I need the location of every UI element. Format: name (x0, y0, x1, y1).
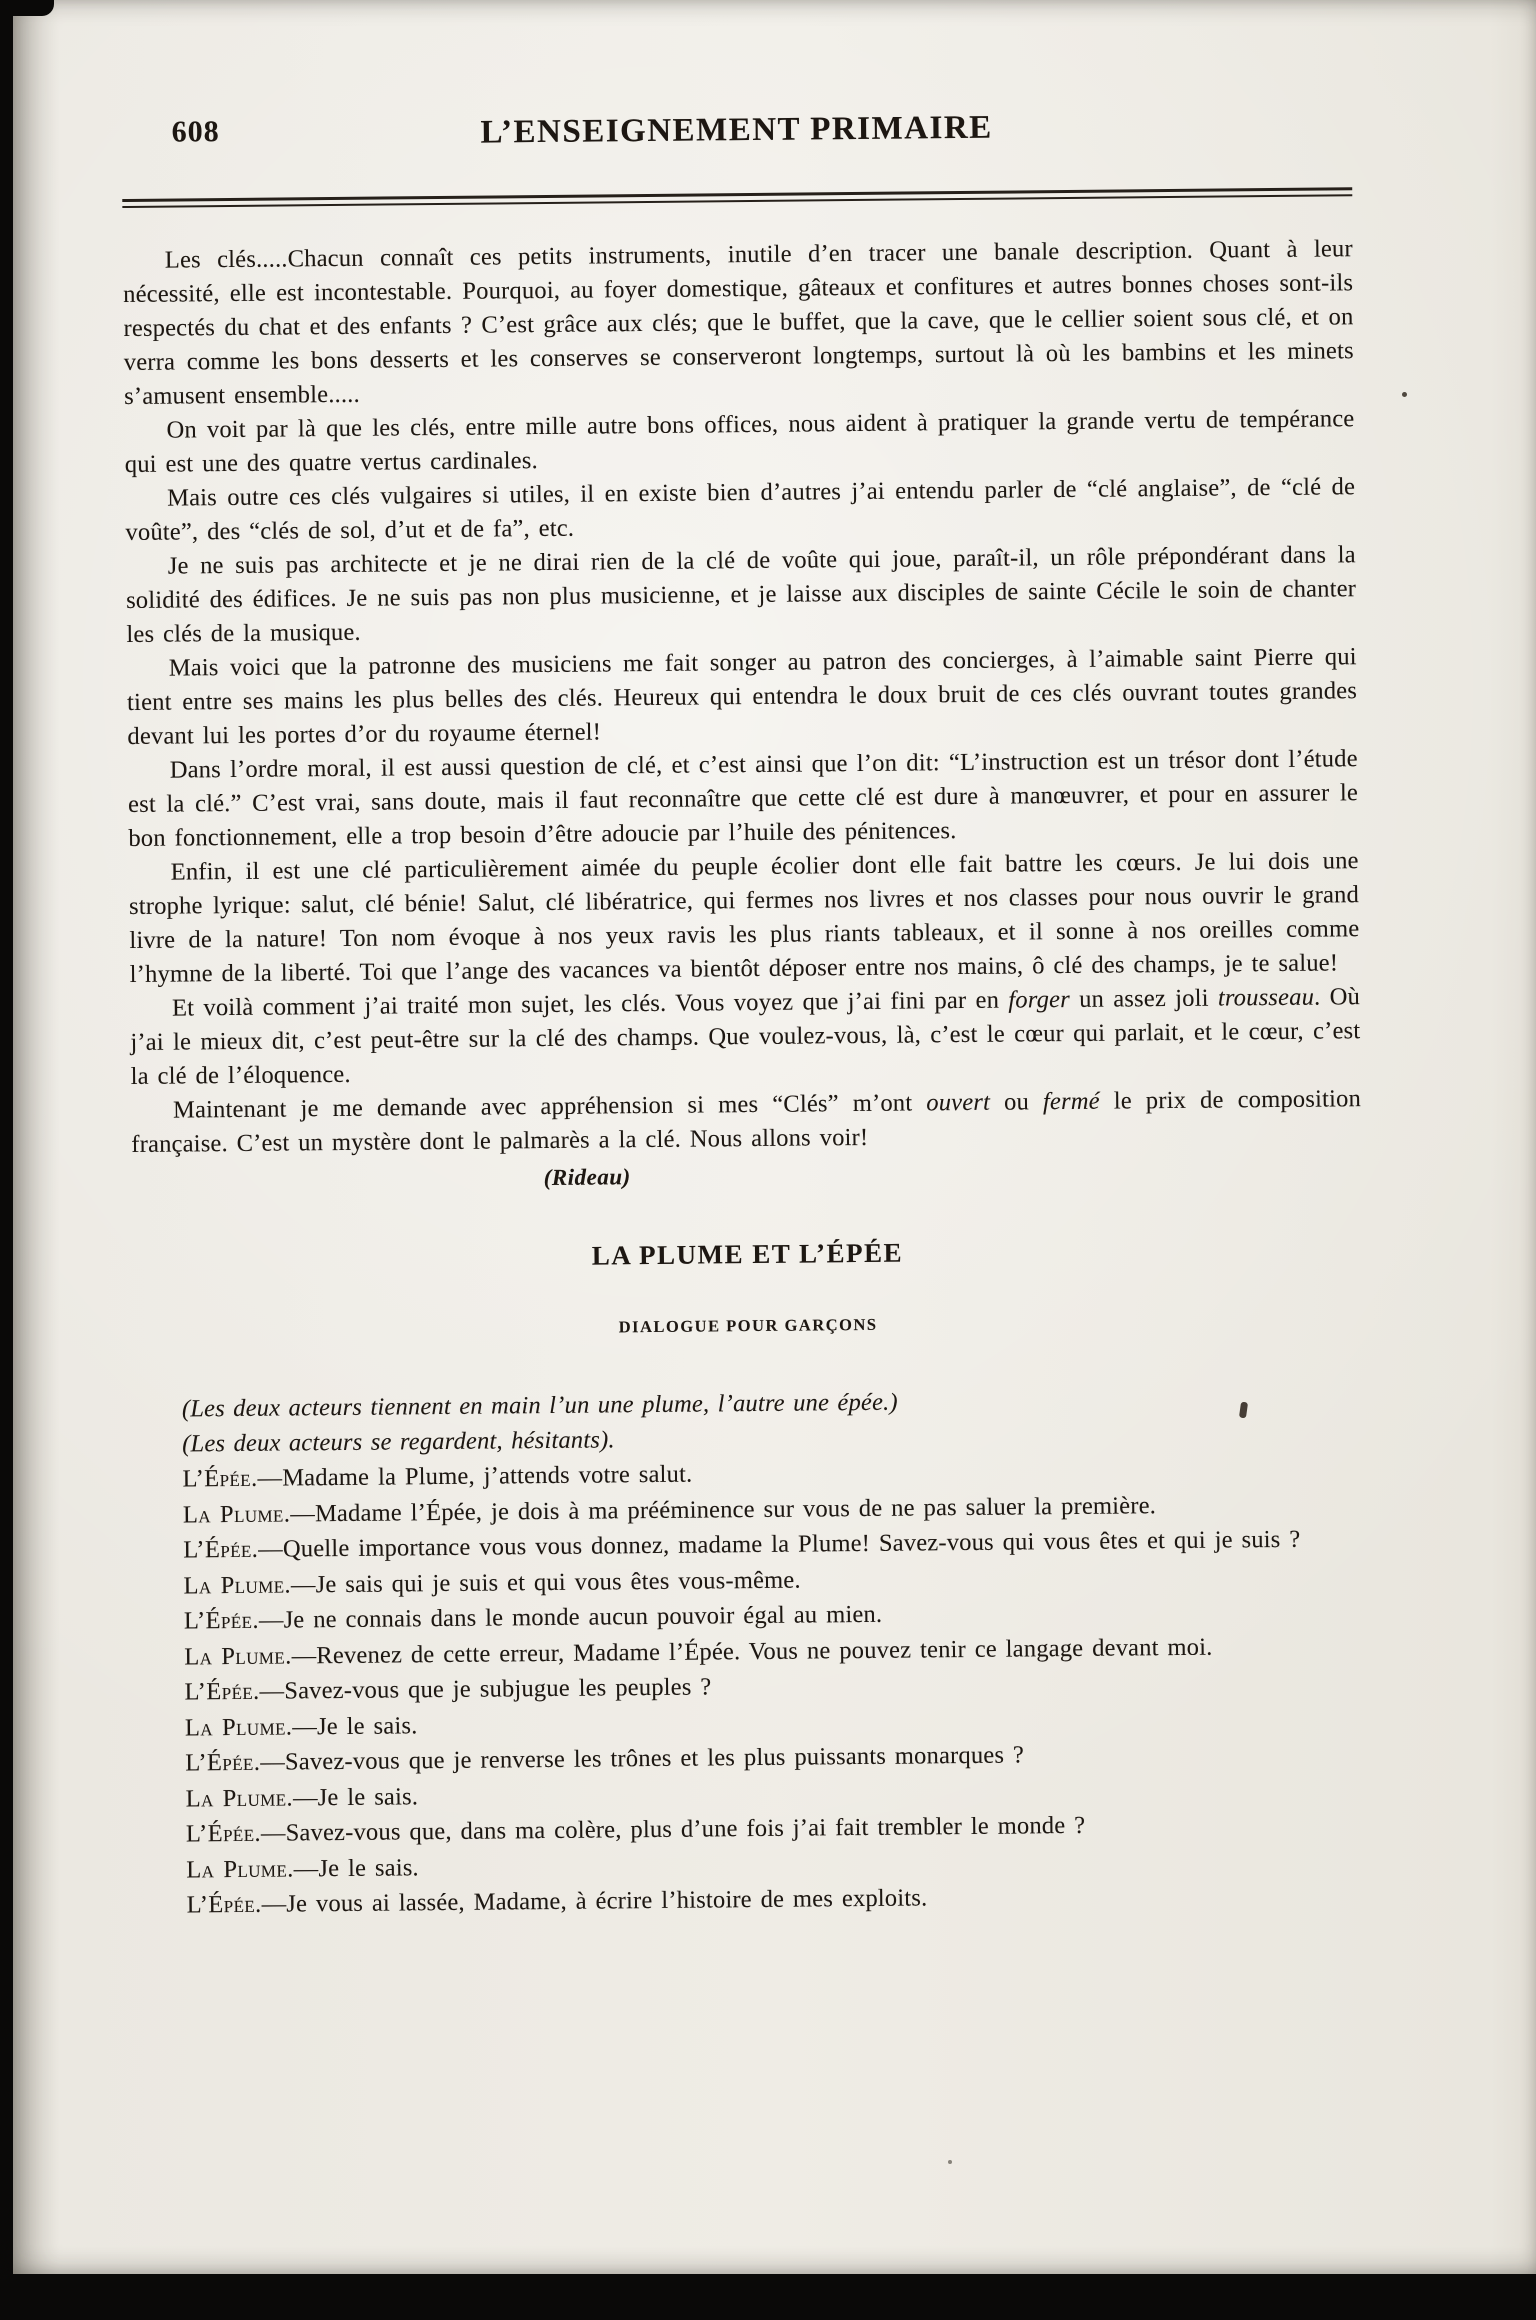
dialogue-text: —Je le sais. (292, 1711, 418, 1740)
scan-bottom-edge (0, 2274, 1536, 2320)
speaker-name: L’Épée. (183, 1606, 260, 1635)
article-paragraphs (123, 232, 1362, 1162)
dialogue-text: —Savez-vous que, dans ma colère, plus d’une fois j’ai fait trembler le monde ? (260, 1811, 1086, 1847)
article-paragraph: On voit par là que les clés, entre mille autre bons offices, nous aident à pratiquer la grande vertu de tempérance qui est une des quatre vertus cardinales. (124, 405, 1355, 479)
article-paragraph: Maintenant je me demande avec appréhension si mes “Clés” m’ont ouvert ou fermé le prix de composition française. C’est un mystère dont le palmarès a la clé. Nous allons voir! (131, 1085, 1362, 1158)
dialogue-text: —Quelle importance vous vous donnez, madame la Plume! Savez-vous qui vous êtes et qui je suis ? (258, 1525, 1301, 1563)
page-content (120, 0, 1368, 1923)
play-section (132, 1233, 1368, 1923)
article-paragraph: Dans l’ordre moral, il est aussi question de clé, et c’est ainsi que l’on dit: “L’instruction est un trésor dont l’étude est la clé.” C’est vrai, sans doute, mais il faut reconnaître que cette clé est dure à manœuvrer, et pour en assurer le bon fonctionnement, elle a trop besoin d’être adoucie par l’huile des pénitences. (127, 745, 1359, 853)
dialogue-text: —Revenez de cette erreur, Madame l’Épée. Vous ne pouvez tenir ce langage devant moi. (291, 1633, 1213, 1669)
scanned-page (13, 0, 1536, 2274)
speaker-name: L’Épée. (184, 1677, 260, 1706)
dialogue-text: —Savez-vous que je subjugue les peuples ? (259, 1673, 712, 1705)
speaker-name: La Plume. (184, 1712, 293, 1742)
dialogue-text: —Je le sais. (293, 1853, 419, 1882)
scan-speck (948, 2160, 952, 2164)
dialogue-text: —Je ne connais dans le monde aucun pouvoir égal au mien. (258, 1600, 883, 1634)
dialogue-text: —Je le sais. (292, 1782, 419, 1811)
stage-direction: (Les deux acteurs se regardent, hésitants). (182, 1426, 615, 1458)
article-section (123, 232, 1362, 1199)
speaker-name: La Plume. (186, 1854, 294, 1883)
speaker-name: La Plume. (184, 1641, 292, 1671)
scan-corner-mark (0, 0, 54, 16)
scan-speck (660, 1508, 664, 1512)
page-number: 608 (171, 115, 220, 149)
article-paragraph: Mais voici que la patronne des musiciens me fait songer au patron des concierges, à l’aimable saint Pierre qui tient entre ses mains les plus belles des clés. Heureux qui entendra le doux bruit de ces clés ouvrant toutes grandes devant lui les portes d’or du royaume éternel! (126, 643, 1358, 751)
header-double-rule (122, 187, 1352, 208)
article-paragraph: Les clés.....Chacun connaît ces petits instruments, inutile d’en tracer une banale description. Quant à leur nécessité, elle est incontestable. Pourquoi, au foyer domestique, gâteaux et confitures et autres bonnes choses sont-ils respectés du chat et des enfants ? C’est grâce aux clés; que le buffet, que la cave, que le cellier soient sous clé, et on verra comme les bons desserts et les conserves se conserveront longtemps, surtout là où les bambins et les minets s’amusent ensemble..... (123, 235, 1354, 411)
speaker-name: L’Épée. (185, 1819, 262, 1848)
dialogue-text: —Je vous ai lassée, Madame, à écrire l’histoire de mes exploits. (261, 1884, 928, 1918)
dialogue (134, 1450, 1368, 1923)
scan-left-edge (0, 0, 13, 2320)
dialogue-text: —Madame l’Épée, je dois à ma prééminence sur vous de ne pas saluer la première. (290, 1491, 1157, 1527)
speaker-name: L’Épée. (185, 1748, 261, 1777)
speaker-name: La Plume. (185, 1783, 294, 1812)
article-paragraph: Mais outre ces clés vulgaires si utiles, il en existe bien d’autres j’ai entendu parler de “clé anglaise”, de “clé de voûte”, des “clés de sol, d’ut et de fa”, etc. (125, 473, 1356, 547)
speaker-name: L’Épée. (186, 1890, 262, 1919)
page-header (120, 0, 1352, 208)
speaker-name: La Plume. (182, 1499, 291, 1529)
play-subtitle: DIALOGUE POUR GARÇONS (618, 1314, 878, 1337)
speaker-name: La Plume. (183, 1570, 292, 1600)
curtain-direction: (Rideau) (543, 1164, 631, 1191)
play-title: LA PLUME ET L’ÉPÉE (591, 1237, 904, 1271)
dialogue-text: —Madame la Plume, j’attends votre salut. (257, 1460, 693, 1492)
article-paragraph: Je ne suis pas architecte et je ne dirai rien de la clé de voûte qui joue, paraît-il, un rôle prépondérant dans la solidité des édifices. Je ne suis pas non plus musicienne, et je laisse aux disciples de sainte Cécile le soin de chanter les clés de la musique. (125, 541, 1357, 649)
stage-directions (134, 1380, 1365, 1462)
speaker-name: L’Épée. (183, 1535, 259, 1564)
dialogue-text: —Savez-vous que je renverse les trônes et les plus puissants monarques ? (260, 1741, 1025, 1776)
article-paragraph: Et voilà comment j’ai traité mon sujet, les clés. Vous voyez que j’ai fini par en forger un assez joli trousseau. Où j’ai le mieux dit, c’est peut-être sur la clé des champs. Que voulez-vous, là, c’est le cœur qui parlait, et le cœur, c’est la clé de l’éloquence. (130, 983, 1361, 1090)
journal-title: L’ENSEIGNEMENT PRIMAIRE (480, 109, 993, 151)
article-paragraph: Enfin, il est une clé particulièrement aimée du peuple écolier dont elle fait battre les cœurs. Je lui dois une strophe lyrique: salut, clé bénie! Salut, clé libératrice, qui fermes nos livres et nos classes pour nous ouvrir le grand livre de la nature! Ton nom évoque à nos yeux ravis les plus riants tableaux, et il sonne à nos oreilles comme l’hymne de la liberté. Toi que l’ange des vacances va bientôt déposer entre nos mains, ô clé des champs, je te salue! (128, 847, 1360, 988)
dialogue-text: —Je sais qui je suis et qui vous êtes vous-même. (290, 1566, 801, 1598)
speaker-name: L’Épée. (182, 1464, 258, 1493)
stage-direction: (Les deux acteurs tiennent en main l’un une plume, l’autre une épée.) (181, 1388, 898, 1423)
scan-speck (1402, 392, 1407, 397)
